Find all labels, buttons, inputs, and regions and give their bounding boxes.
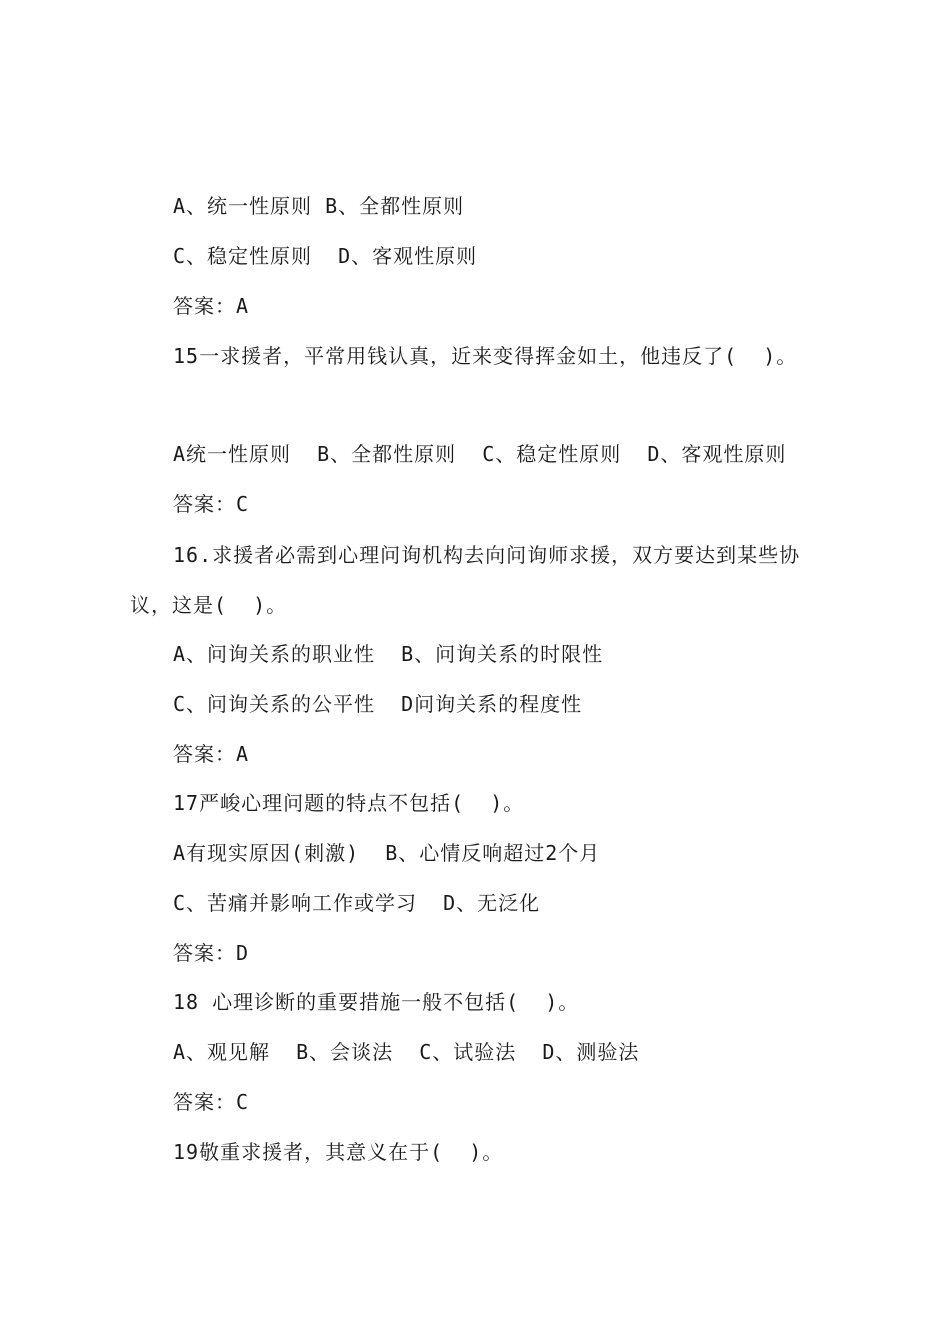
q16-options-line-2: C、问询关系的公平性 D问询关系的程度性 [173, 692, 583, 716]
q16-answer: 答案：A [173, 742, 250, 766]
q17-options-line-1: A有现实原因(刺激) B、心情反响超过2个月 [173, 841, 601, 865]
q16-question-line-2: 议，这是( )。 [130, 593, 288, 617]
q15-answer: 答案：C [173, 492, 250, 516]
q18-question: 18 心理诊断的重要措施一般不包括( )。 [173, 990, 580, 1014]
q14-answer: 答案：A [173, 294, 250, 318]
q17-answer: 答案：D [173, 941, 250, 965]
q17-options-line-2: C、苦痛并影响工作或学习 D、无泛化 [173, 891, 541, 915]
q18-answer: 答案：C [173, 1090, 250, 1114]
q15-options: A统一性原则 B、全都性原则 C、稳定性原则 D、客观性原则 [173, 442, 787, 466]
q18-options: A、观见解 B、会谈法 C、试验法 D、测验法 [173, 1040, 640, 1064]
q19-question: 19敬重求援者，其意义在于( )。 [173, 1140, 504, 1164]
q15-question: 15一求援者，平常用钱认真，近来变得挥金如土，他违反了( )。 [173, 344, 798, 368]
q14-options-line-2: C、稳定性原则 D、客观性原则 [173, 244, 478, 268]
q16-options-line-1: A、问询关系的职业性 B、问询关系的时限性 [173, 642, 604, 666]
q16-question-line-1: 16.求援者必需到心理问询机构去向问询师求援，双方要达到某些协 [173, 543, 801, 567]
q17-question: 17严峻心理问题的特点不包括( )。 [173, 791, 525, 815]
q14-options-line-1: A、统一性原则 B、全都性原则 [173, 194, 465, 218]
